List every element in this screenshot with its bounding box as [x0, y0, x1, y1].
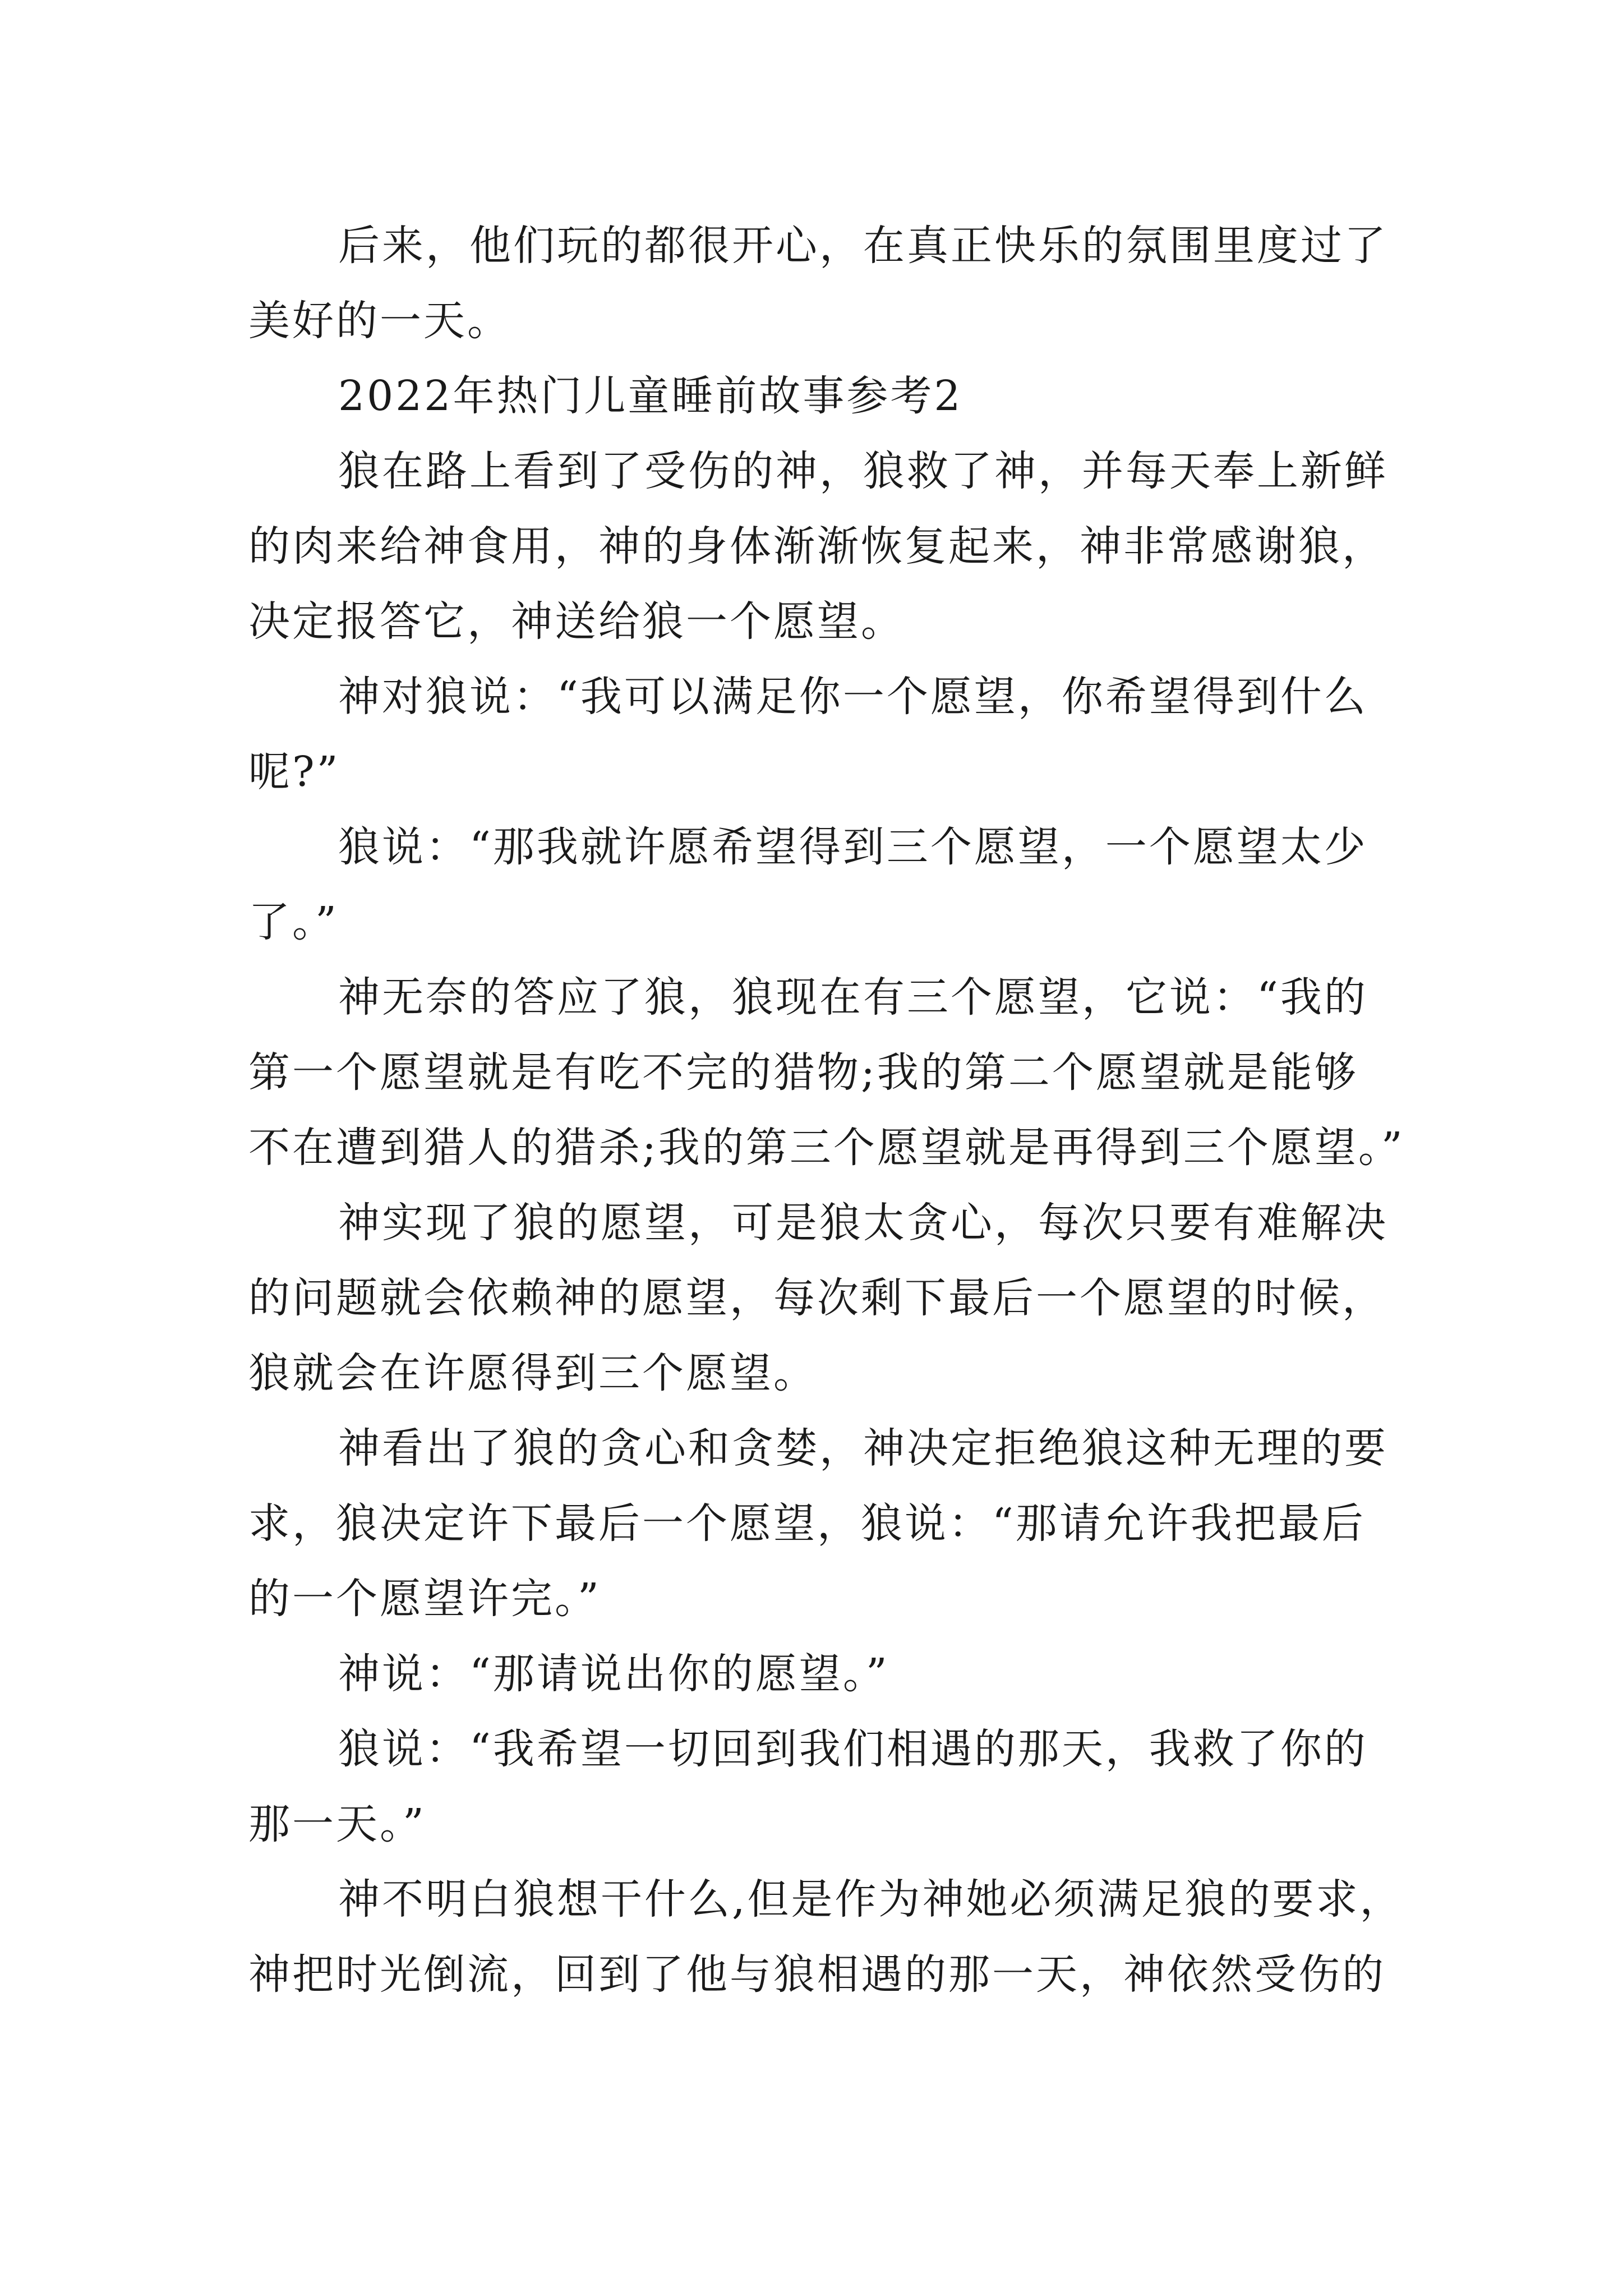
paragraph: [248, 434, 1388, 659]
text-line: 不在遭到猎人的猎杀;我的第三个愿望就是再得到三个愿望。”: [248, 1124, 1405, 1172]
paragraph: [248, 1862, 1404, 2012]
text-line: 美好的一天。: [248, 297, 511, 345]
paragraph: [248, 1636, 1376, 1711]
paragraph: [248, 1185, 1388, 1411]
text-line: 的一个愿望许完。”: [248, 1575, 601, 1623]
text-line: 神说：“那请说出你的愿望。”: [338, 1650, 889, 1698]
text-line: 后来，他们玩的都很开心，在真正快乐的氛围里度过了: [338, 222, 1388, 270]
text-line: 狼就会在许愿得到三个愿望。: [248, 1349, 817, 1397]
text-line: 那一天。”: [248, 1800, 426, 1848]
text-line: 神不明白狼想干什么,但是作为神她必须满足狼的要求，: [338, 1875, 1404, 1924]
text-line: 2022年热门儿童睡前故事参考2: [338, 372, 963, 420]
section-title: [248, 358, 1376, 434]
text-line: 神把时光倒流，回到了他与狼相遇的那一天，神依然受伤的: [248, 1950, 1386, 1999]
text-line: 狼在路上看到了受伤的神，狼救了神，并每天奉上新鲜: [338, 447, 1388, 495]
text-line: 神看出了狼的贪心和贪婪，神决定拒绝狼这种无理的要: [338, 1424, 1388, 1473]
text-line: 神实现了狼的愿望，可是狼太贪心，每次只要有难解决: [338, 1199, 1388, 1247]
text-line: 狼说：“那我就许愿希望得到三个愿望，一个愿望太少: [338, 823, 1368, 871]
paragraph: [248, 809, 1376, 960]
text-line: 的问题就会依赖神的愿望，每次剩下最后一个愿望的时候，: [248, 1274, 1386, 1322]
text-line: 的肉来给神食用，神的身体渐渐恢复起来，神非常感谢狼，: [248, 522, 1386, 570]
paragraph: [248, 960, 1405, 1185]
text-line: 了。”: [248, 898, 339, 946]
document-body: [248, 208, 1405, 2012]
paragraph: [248, 659, 1376, 809]
paragraph: [248, 208, 1388, 358]
text-line: 狼说：“我希望一切回到我们相遇的那天，我救了你的: [338, 1725, 1368, 1773]
text-line: 神对狼说：“我可以满足你一个愿望，你希望得到什么: [338, 673, 1368, 721]
text-line: 神无奈的答应了狼，狼现在有三个愿望，它说：“我的: [338, 973, 1368, 1022]
text-line: 第一个愿望就是有吃不完的猎物;我的第二个愿望就是能够: [248, 1048, 1358, 1097]
paragraph: [248, 1711, 1376, 1862]
text-line: 求，狼决定许下最后一个愿望，狼说：“那请允许我把最后: [248, 1499, 1366, 1548]
text-line: 决定报答它，神送给狼一个愿望。: [248, 597, 905, 646]
paragraph: [248, 1411, 1388, 1636]
text-line: 呢?”: [248, 748, 340, 796]
